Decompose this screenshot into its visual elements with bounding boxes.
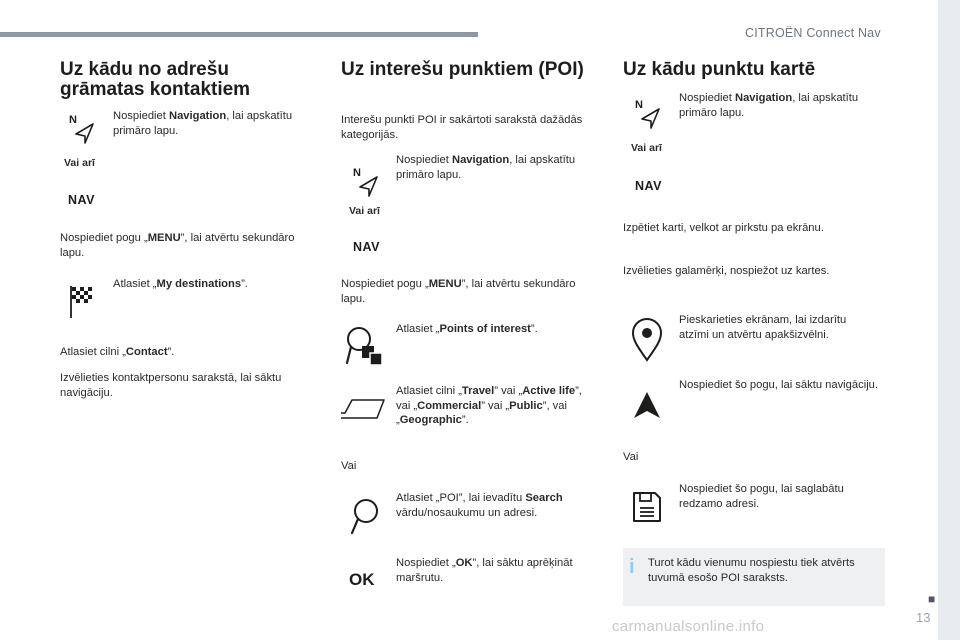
save-icon: [631, 490, 663, 524]
compass-icon: [350, 165, 386, 203]
col2-or-plain: Vai: [341, 460, 357, 472]
col1-contact-text: Atlasiet cilni „Contact”.: [60, 346, 175, 358]
info-note: [623, 548, 885, 606]
ok-button-label: OK: [349, 570, 375, 589]
col3-pick-text: Izvēlieties galamērķi, nospiežot uz kartes.: [623, 265, 830, 277]
col2-tabs-text: Atlasiet cilni „Travel” vai „Active life”, vai „Commercial” vai „Public”, vai „Geographic”.: [396, 385, 582, 426]
col3-or-label: Vai arī: [631, 142, 662, 154]
col1-choose-text: Izvēlieties kontaktpersonu sarakstā, lai sāktu navigāciju.: [60, 372, 282, 399]
search-poi-icon: [345, 325, 387, 369]
col1-title: Uz kādu no adrešu grāmatas kontaktiem: [60, 59, 251, 100]
col3-title: Uz kādu punktu kartē: [623, 59, 816, 80]
compass-icon: [66, 112, 102, 150]
col3-explore-text: Izpētiet karti, velkot ar pirkstu pa ekrānu.: [623, 222, 824, 234]
col2-intro-text: Interešu punkti POI ir sakārtoti sarakstā dažādās kategorijās.: [341, 114, 583, 141]
col1-destinations-text: Atlasiet „My destinations”.: [113, 278, 248, 290]
col3-save-text: Nospiediet šo pogu, lai saglabātu redzamo adresi.: [679, 483, 844, 510]
col3-nav-button-label: NAV: [635, 179, 662, 193]
brand-label: CITROËN Connect Nav: [745, 26, 881, 40]
col2-navigation-text: Nospiediet Navigation, lai apskatītu primāro lapu.: [396, 154, 576, 181]
col2-menu-text: Nospiediet pogu „MENU”, lai atvērtu sekundāro lapu.: [341, 278, 576, 305]
page-marker: ■: [928, 592, 936, 606]
checkered-flag-icon: [68, 284, 96, 320]
col2-search-text: Atlasiet „POI”, lai ievadītu Search vārdu/nosaukumu un adresi.: [396, 492, 563, 519]
page-side-strip: [938, 0, 960, 640]
col1-navigation-text: Nospiediet Navigation, lai apskatītu primāro lapu.: [113, 110, 293, 137]
compass-icon: [632, 97, 668, 135]
svg-text:N: N: [635, 99, 643, 111]
map-pin-icon: [631, 318, 663, 362]
col3-navigation-text: Nospiediet Navigation, lai apskatītu primāro lapu.: [679, 92, 859, 119]
page-number: 13: [916, 610, 931, 625]
col2-ok-text: Nospiediet „OK”, lai sāktu aprēķināt maršrutu.: [396, 557, 573, 584]
col2-nav-button-label: NAV: [353, 240, 380, 254]
info-note-text: Turot kādu vienumu nospiestu tiek atvērts tuvumā esošo POI saraksts.: [648, 557, 855, 584]
col1-nav-button-label: NAV: [68, 193, 95, 207]
col1-or-label: Vai arī: [64, 157, 95, 169]
col2-poi-text: Atlasiet „Points of interest”.: [396, 323, 538, 335]
col1-menu-text: Nospiediet pogu „MENU”, lai atvērtu sekundāro lapu.: [60, 232, 295, 259]
tab-shape-icon: [340, 398, 388, 420]
col3-or-plain: Vai: [623, 451, 639, 463]
search-icon: [348, 498, 382, 536]
navigation-arrow-icon: [632, 390, 662, 420]
col2-title: Uz interešu punktiem (POI): [341, 59, 584, 80]
col3-press-text: Pieskarieties ekrānam, lai izdarītu atzīmi un atvērtu apakšizvēlni.: [679, 314, 847, 341]
col3-start-text: Nospiediet šo pogu, lai sāktu navigāciju.: [679, 379, 879, 391]
col2-or-label: Vai arī: [349, 205, 380, 217]
watermark: carmanualsonline.info: [612, 618, 765, 635]
svg-text:N: N: [69, 114, 77, 126]
info-icon: i: [629, 556, 635, 578]
header-bar: [0, 32, 478, 37]
svg-text:N: N: [353, 167, 361, 179]
